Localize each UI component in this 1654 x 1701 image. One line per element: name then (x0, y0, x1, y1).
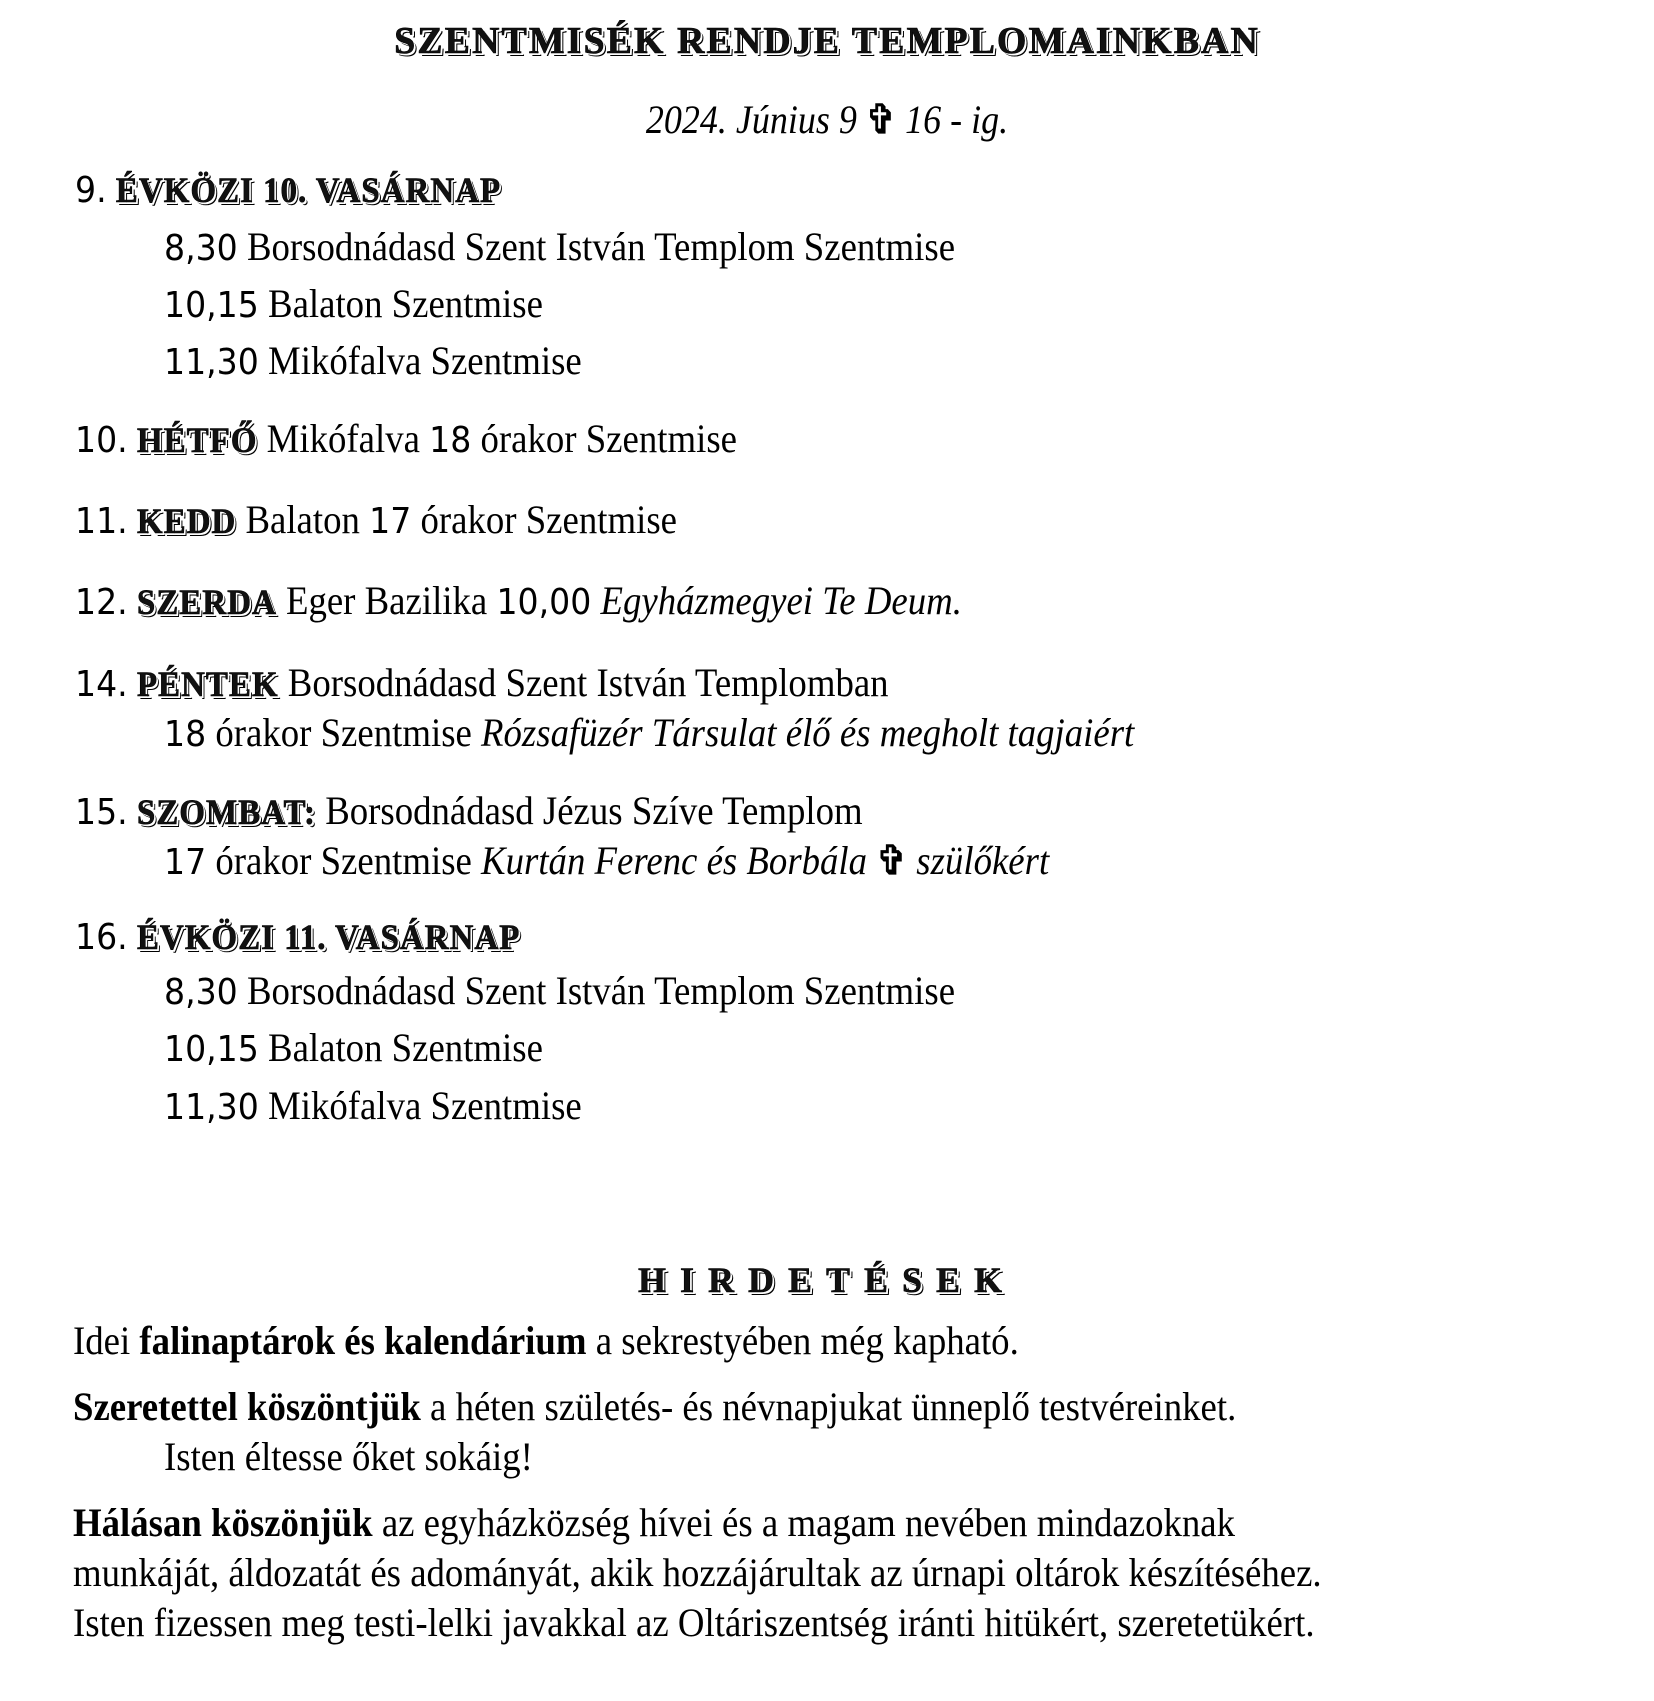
mass-item (164, 224, 955, 272)
mass-item (164, 338, 582, 386)
bold-text: Szeretettel köszöntjük (73, 1384, 421, 1429)
announcement-greetings (73, 1384, 1236, 1430)
mass-item (164, 968, 955, 1016)
day-11-entry (75, 497, 677, 545)
mass-time: 10,15 (164, 285, 259, 326)
mass-item (164, 1083, 582, 1131)
announcement-thanks-line2: munkáját, áldozatát és adományát, akik hozzájárultak az úrnapi oltárok készítéséhez. (73, 1550, 1322, 1595)
mass-text: Borsodnádasd Szent István Templom Szentmise (246, 224, 956, 269)
day-16-heading (75, 913, 520, 961)
day-number: 11. (75, 501, 128, 542)
day-9-heading (75, 166, 501, 214)
date-end: 16 - ig. (905, 97, 1009, 142)
day-15-heading (75, 788, 863, 836)
place: Balaton (245, 497, 360, 542)
mass-text: Borsodnádasd Szent István Templom Szentmise (246, 968, 956, 1013)
day-12-entry (75, 578, 962, 626)
intention-end: szülőkért (916, 838, 1050, 883)
mass-time: 18 (164, 714, 207, 755)
day-label: ÉVKÖZI 10. VASÁRNAP (115, 170, 502, 210)
intention: Rózsafüzér Társulat élő és megholt tagjaiért (481, 710, 1135, 755)
date-range (83, 96, 1572, 144)
intention: Kurtán Ferenc és Borbála (481, 838, 868, 883)
text: a héten születés- és névnapjukat ünneplő testvéreinket. (430, 1384, 1237, 1429)
mass-time: 8,30 (164, 228, 238, 269)
day-label: PÉNTEK (136, 664, 279, 704)
mass-text: Mikófalva Szentmise (268, 1083, 582, 1128)
announcement-greetings-line2: Isten éltesse őket sokáig! (164, 1434, 533, 1479)
announcement-thanks (73, 1500, 1235, 1546)
mass-text: Mikófalva Szentmise (268, 338, 582, 383)
bold-text: falinaptárok és kalendárium (139, 1318, 587, 1363)
place: Mikófalva (266, 416, 420, 461)
cross-icon: ✞ (876, 838, 908, 883)
mass-text: Balaton Szentmise (268, 281, 543, 326)
day-label: HÉTFŐ (136, 420, 258, 460)
mass-text: órakor Szentmise (480, 416, 737, 461)
announcement-thanks-line3: Isten fizessen meg testi-lelki javakkal az Oltáriszentség iránti hitükért, szeretetükért. (73, 1600, 1315, 1645)
text: Idei (73, 1318, 131, 1363)
mass-text: órakor Szentmise (420, 497, 677, 542)
day-label: SZERDA (136, 582, 277, 622)
text: a sekrestyében még kapható. (595, 1318, 1019, 1363)
mass-item (164, 1025, 543, 1073)
mass-item (164, 710, 1134, 758)
day-label: KEDD (136, 501, 237, 541)
day-10-entry (75, 416, 737, 464)
announcement-calendars (73, 1318, 1019, 1364)
mass-text: órakor Szentmise (215, 838, 472, 883)
place: Borsodnádasd Szent István Templomban (287, 660, 889, 705)
day-label: SZOMBAT: (136, 792, 316, 832)
mass-time: 18 (429, 420, 472, 461)
mass-time: 8,30 (164, 972, 238, 1013)
mass-time: 11,30 (164, 342, 259, 383)
announcements-heading: HIRDETÉSEK (637, 1260, 1017, 1300)
mass-text: órakor Szentmise (215, 710, 472, 755)
mass-item (164, 838, 1049, 886)
mass-text: Balaton Szentmise (268, 1025, 543, 1070)
day-number: 14. (75, 664, 128, 705)
day-label: ÉVKÖZI 11. VASÁRNAP (136, 917, 521, 957)
page-title: SZENTMISÉK RENDJE TEMPLOMAINKBAN (394, 20, 1260, 62)
text: az egyházközség hívei és a magam nevében mindazoknak (381, 1500, 1236, 1545)
mass-time: 10,00 (496, 582, 592, 623)
day-number: 16. (75, 917, 128, 958)
day-number: 15. (75, 792, 128, 833)
place: Borsodnádasd Jézus Szíve Templom (325, 788, 863, 833)
date-start: 2024. Június 9 (645, 97, 857, 142)
day-number: 12. (75, 582, 128, 623)
mass-item (164, 281, 543, 329)
place: Eger Bazilika (285, 578, 488, 623)
day-number: 10. (75, 420, 128, 461)
mass-time: 11,30 (164, 1087, 259, 1128)
intention: Egyházmegyei Te Deum. (600, 578, 962, 623)
mass-time: 17 (369, 501, 412, 542)
cross-icon: ✞ (865, 97, 897, 142)
day-number: 9. (75, 170, 107, 211)
mass-time: 10,15 (164, 1029, 259, 1070)
bold-text: Hálásan köszönjük (73, 1500, 373, 1545)
mass-time: 17 (164, 842, 207, 883)
day-14-heading (75, 660, 889, 708)
